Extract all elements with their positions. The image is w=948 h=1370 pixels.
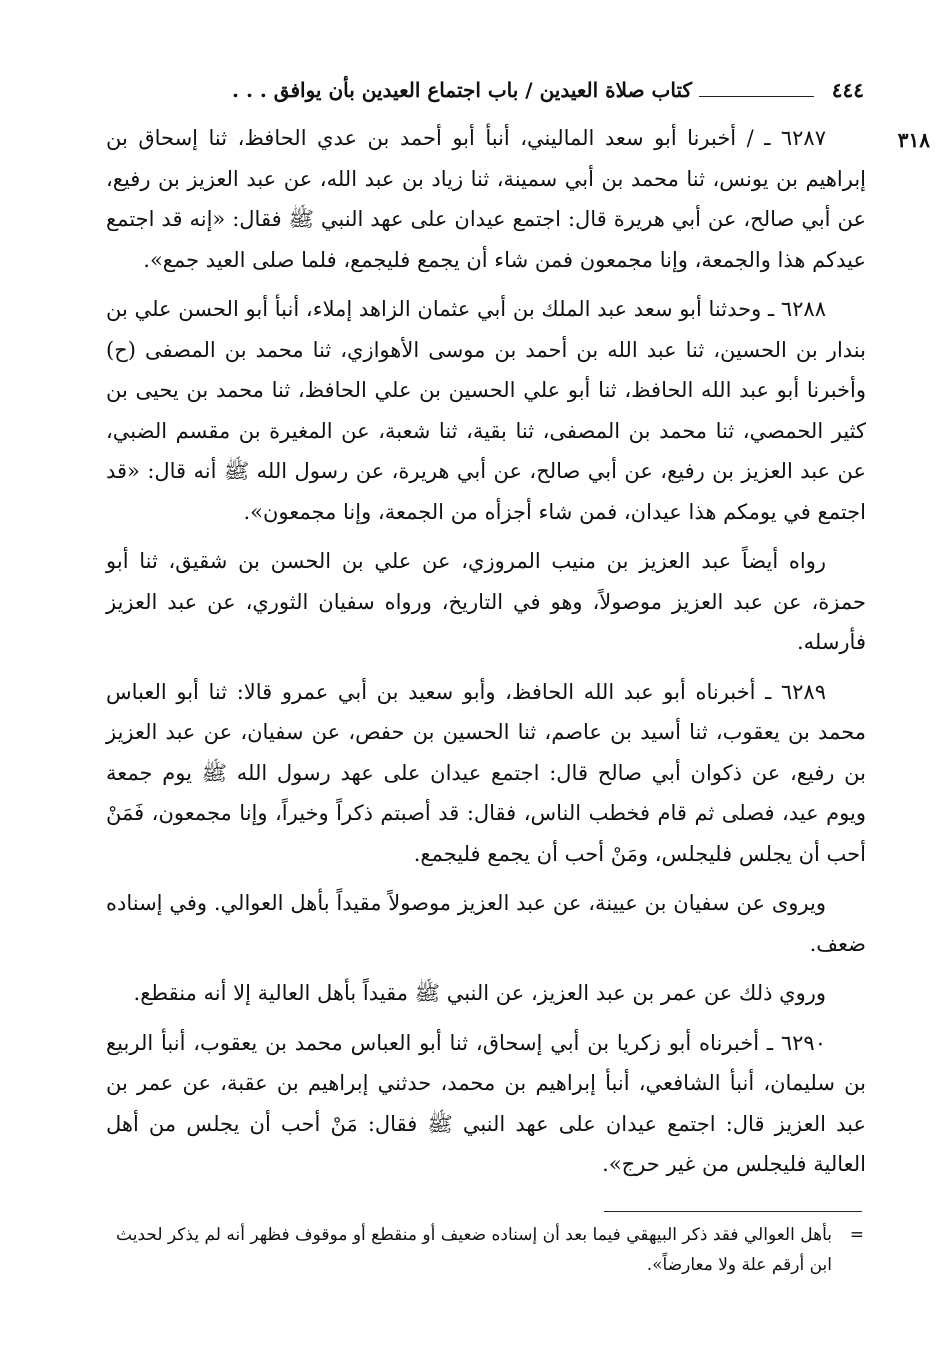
paragraph-6287: ٦٢٨٧ ـ / أخبرنا أبو سعد الماليني، أنبأ أبو أحمد بن عدي الحافظ، ثنا إسحاق بن إبراهيم بن يونس، ثنا محمد بن أبي سمينة، ثنا زياد بن عبد الله، عن عبد العزيز بن رفيع، عن أبي صالح، عن أبي هريرة قال: اجتمع عيدان على عهد النبي ﷺ فقال: «إنه قد اجتمع عيدكم هذا والجمعة، وإنا مجمعون فمن شاء أن يجمع فليجمع، فلما صلى العيد جمع».	[106, 126, 866, 272]
page-header	[104, 78, 864, 112]
page-number: ٤٤٤	[831, 78, 864, 102]
footnote-rule	[604, 1211, 862, 1212]
footnote	[104, 1220, 864, 1280]
paragraph-6289: ٦٢٨٩ ـ أخبرناه أبو عبد الله الحافظ، وأبو سعيد بن أبي عمرو قالا: ثنا أبو العباس محمد بن يعقوب، ثنا أسيد بن عاصم، ثنا الحسين بن حفص، عن سفيان، عن عبد العزيز بن رفيع، عن ذكوان أبي صالح قال: اجتمع عيدان على عهد رسول الله ﷺ يوم جمعة ويوم عيد، فصلى ثم قام فخطب الناس، فقال: قد أصبتم ذكراً وخيراً، وإنا مجمعون، فَمَنْ أحب أن يجلس فليجلس، ومَنْ أحب أن يجمع فليجمع.	[106, 679, 866, 866]
footnote-line-1	[104, 1220, 864, 1250]
paragraph-6288: ٦٢٨٨ ـ وحدثنا أبو سعد عبد الملك بن أبي عثمان الزاهد إملاء، أنبأ أبو الحسن علي بن بندار بن الحسين، ثنا عبد الله بن أحمد بن موسى الأهوازي، ثنا محمد بن المصفى (ح) وأخبرنا أبو عبد الله الحافظ، ثنا أبو علي الحسين بن علي الحافظ، ثنا محمد بن يحيى بن كثير الحمصي، ثنا محمد بن المصفى، ثنا بقية، ثنا شعبة، عن المغيرة بن مقسم الضبي، عن عبد العزيز بن رفيع، عن أبي صالح، عن أبي هريرة، عن رسول الله ﷺ أنه قال: «قد اجتمع في يومكم هذا عيدان، فمن شاء أجزأه من الجمعة، وإنا مجمعون».	[106, 297, 866, 524]
paragraph-commentary-2: ويروى عن سفيان بن عيينة، عن عبد العزيز موصولاً مقيداً بأهل العوالي. وفي إسناده ضعف.	[106, 891, 866, 956]
header-rule	[699, 96, 814, 97]
footnote-text-1: بأهل العوالي فقد ذكر البيهقي فيما بعد أن إسناده ضعيف أو منقطع أو موقوف فظهر أنه لم يذكر لحديث	[116, 1225, 832, 1245]
footnote-text-2: ابن أرقم علة ولا معارضاً».	[646, 1255, 832, 1275]
running-title: كتاب صلاة العيدين / باب اجتماع العيدين بأن يوافق . . .	[232, 78, 692, 102]
margin-page-number: ٣١٨	[897, 128, 930, 152]
paragraph-commentary-1: رواه أيضاً عبد العزيز بن منيب المروزي، عن علي بن الحسن بن شقيق، ثنا أبو حمزة، عن عبد العزيز موصولاً، وهو في التاريخ، ورواه سفيان الثوري، عن عبد العزيز فأرسله.	[106, 549, 866, 654]
main-text	[106, 118, 866, 1194]
paragraph-6290: ٦٢٩٠ ـ أخبرناه أبو زكريا بن أبي إسحاق، ثنا أبو العباس محمد بن يعقوب، أنبأ الربيع بن سليمان، أنبأ الشافعي، أنبأ إبراهيم بن محمد، حدثني إبراهيم بن عقبة، عن عمر بن عبد العزيز قال: اجتمع عيدان على عهد النبي ﷺ فقال: مَنْ أحب أن يجلس من أهل العالية فليجلس من غير حرج».	[106, 1030, 866, 1176]
paragraph-commentary-3: وروي ذلك عن عمر بن عبد العزيز، عن النبي ﷺ مقيداً بأهل العالية إلا أنه منقطع.	[133, 981, 826, 1005]
footnote-marker: =	[849, 1225, 864, 1245]
